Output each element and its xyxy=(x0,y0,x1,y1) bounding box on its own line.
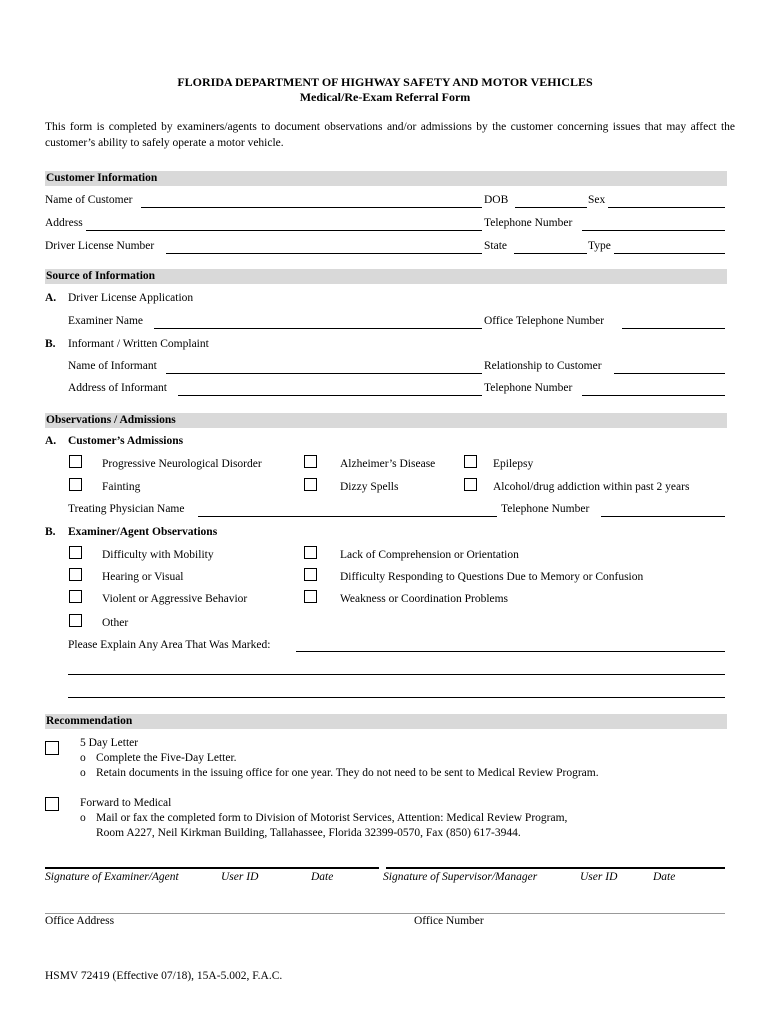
dob-label: DOB xyxy=(484,194,509,206)
examiner-signature-line[interactable] xyxy=(45,867,379,869)
state-field[interactable] xyxy=(514,253,587,254)
customer-name-field[interactable] xyxy=(141,207,482,208)
supervisor-user-id-label: User ID xyxy=(580,871,618,883)
section-source-of-information xyxy=(45,269,727,284)
examiner-date-label: Date xyxy=(311,871,334,883)
physician-phone-label: Telephone Number xyxy=(501,503,590,515)
explain-field-line-2[interactable] xyxy=(68,674,725,675)
type-field[interactable] xyxy=(614,253,725,254)
office-address-label: Office Address xyxy=(45,915,115,927)
section-heading: Observations / Admissions xyxy=(46,414,176,426)
examiner-name-label: Examiner Name xyxy=(68,315,144,327)
checkbox-epilepsy[interactable] xyxy=(464,455,477,468)
supervisor-date-label: Date xyxy=(653,871,676,883)
physician-phone-field[interactable] xyxy=(601,516,725,517)
observation-label: Violent or Aggressive Behavior xyxy=(102,593,248,605)
observations-a-marker: A. xyxy=(45,435,57,447)
informant-telephone-label: Telephone Number xyxy=(484,382,573,394)
source-b-label: Informant / Written Complaint xyxy=(68,338,209,350)
relationship-field[interactable] xyxy=(614,373,725,374)
customer-admissions-heading: Customer’s Admissions xyxy=(68,435,184,447)
explain-field-line-1[interactable] xyxy=(296,651,725,652)
address-field[interactable] xyxy=(86,230,482,231)
observation-label: Other xyxy=(102,617,129,629)
forward-bullet-line-2: Room A227, Neil Kirkman Building, Tallahassee, Florida 32399-0570, Fax (850) 617-3944. xyxy=(96,827,521,839)
checkbox-difficulty-responding[interactable] xyxy=(304,568,317,581)
form-agency-title: FLORIDA DEPARTMENT OF HIGHWAY SAFETY AND MOTOR VEHICLES xyxy=(177,75,593,89)
examiner-user-id-label: User ID xyxy=(221,871,259,883)
informant-name-field[interactable] xyxy=(166,373,482,374)
examiner-name-field[interactable] xyxy=(154,328,482,329)
five-day-letter-label: 5 Day Letter xyxy=(80,737,139,749)
supervisor-signature-line[interactable] xyxy=(386,867,725,869)
form-title: Medical/Re-Exam Referral Form xyxy=(299,90,471,104)
relationship-label: Relationship to Customer xyxy=(484,360,602,372)
checkbox-hearing-or-visual[interactable] xyxy=(69,568,82,581)
checkbox-alzheimers-disease[interactable] xyxy=(304,455,317,468)
checkbox-lack-of-comprehension[interactable] xyxy=(304,546,317,559)
examiner-observations-heading: Examiner/Agent Observations xyxy=(68,526,218,538)
admission-label: Progressive Neurological Disorder xyxy=(102,458,262,470)
checkbox-five-day-letter[interactable] xyxy=(45,741,59,755)
source-b-marker: B. xyxy=(45,338,56,350)
dob-field[interactable] xyxy=(515,207,587,208)
checkbox-other[interactable] xyxy=(69,614,82,627)
examiner-signature-label: Signature of Examiner/Agent xyxy=(45,871,179,883)
checkbox-alcohol-drug-addiction[interactable] xyxy=(464,478,477,491)
telephone-field[interactable] xyxy=(582,230,725,231)
type-label: Type xyxy=(588,240,611,252)
section-customer-information xyxy=(45,171,727,186)
explain-field-line-3[interactable] xyxy=(68,697,725,698)
form-footer: HSMV 72419 (Effective 07/18), 15A-5.002, F.A.C. xyxy=(45,970,283,982)
admission-label: Alzheimer’s Disease xyxy=(340,458,436,470)
office-phone-field[interactable] xyxy=(622,328,725,329)
physician-name-label: Treating Physician Name xyxy=(68,503,185,515)
customer-name-label: Name of Customer xyxy=(45,194,133,206)
checkbox-progressive-neurological-disorder[interactable] xyxy=(69,455,82,468)
license-field[interactable] xyxy=(166,253,482,254)
physician-name-field[interactable] xyxy=(198,516,497,517)
bullet-marker: o xyxy=(80,767,86,779)
five-day-bullet-2: Retain documents in the issuing office for one year. They do not need to be sent to Medical Review Program. xyxy=(96,767,599,779)
bullet-marker: o xyxy=(80,752,86,764)
checkbox-fainting[interactable] xyxy=(69,478,82,491)
section-recommendation xyxy=(45,714,727,729)
address-label: Address xyxy=(45,217,83,229)
admission-label: Epilepsy xyxy=(493,458,534,470)
admission-label: Fainting xyxy=(102,481,141,493)
sex-field[interactable] xyxy=(608,207,725,208)
source-a-label: Driver License Application xyxy=(68,292,194,304)
license-label: Driver License Number xyxy=(45,240,155,252)
office-info-line[interactable] xyxy=(45,913,725,914)
informant-name-label: Name of Informant xyxy=(68,360,157,372)
checkbox-violent-or-aggressive[interactable] xyxy=(69,590,82,603)
office-number-label: Office Number xyxy=(414,915,484,927)
office-phone-label: Office Telephone Number xyxy=(484,315,605,327)
form-intro: This form is completed by examiners/agents to document observations and/or admissions by the customer concerning issues that may affect the customer’s ability to safely operate a motor vehicle. xyxy=(45,121,735,149)
forward-to-medical-label: Forward to Medical xyxy=(80,797,172,809)
section-heading: Customer Information xyxy=(46,172,158,184)
telephone-label: Telephone Number xyxy=(484,217,573,229)
observation-label: Hearing or Visual xyxy=(102,571,184,583)
admission-label: Dizzy Spells xyxy=(340,481,399,493)
checkbox-weakness-or-coordination[interactable] xyxy=(304,590,317,603)
observations-b-marker: B. xyxy=(45,526,56,538)
source-a-marker: A. xyxy=(45,292,57,304)
bullet-marker: o xyxy=(80,812,86,824)
five-day-bullet-1: Complete the Five-Day Letter. xyxy=(96,752,237,764)
informant-address-field[interactable] xyxy=(178,395,482,396)
section-heading: Recommendation xyxy=(46,715,133,727)
observation-label: Weakness or Coordination Problems xyxy=(340,593,509,605)
observation-label: Difficulty with Mobility xyxy=(102,549,214,561)
state-label: State xyxy=(484,240,507,252)
sex-label: Sex xyxy=(588,194,606,206)
checkbox-dizzy-spells[interactable] xyxy=(304,478,317,491)
informant-address-label: Address of Informant xyxy=(68,382,168,394)
checkbox-difficulty-with-mobility[interactable] xyxy=(69,546,82,559)
forward-bullet-line-1: Mail or fax the completed form to Division of Motorist Services, Attention: Medical Review Program, xyxy=(96,812,568,824)
admission-label: Alcohol/drug addiction within past 2 years xyxy=(493,481,690,493)
explain-label: Please Explain Any Area That Was Marked: xyxy=(68,639,271,651)
supervisor-signature-label: Signature of Supervisor/Manager xyxy=(383,871,538,883)
section-heading: Source of Information xyxy=(46,270,156,282)
section-observations-admissions xyxy=(45,413,727,428)
informant-telephone-field[interactable] xyxy=(582,395,725,396)
observation-label: Difficulty Responding to Questions Due to Memory or Confusion xyxy=(340,571,644,583)
observation-label: Lack of Comprehension or Orientation xyxy=(340,549,519,561)
checkbox-forward-to-medical[interactable] xyxy=(45,797,59,811)
